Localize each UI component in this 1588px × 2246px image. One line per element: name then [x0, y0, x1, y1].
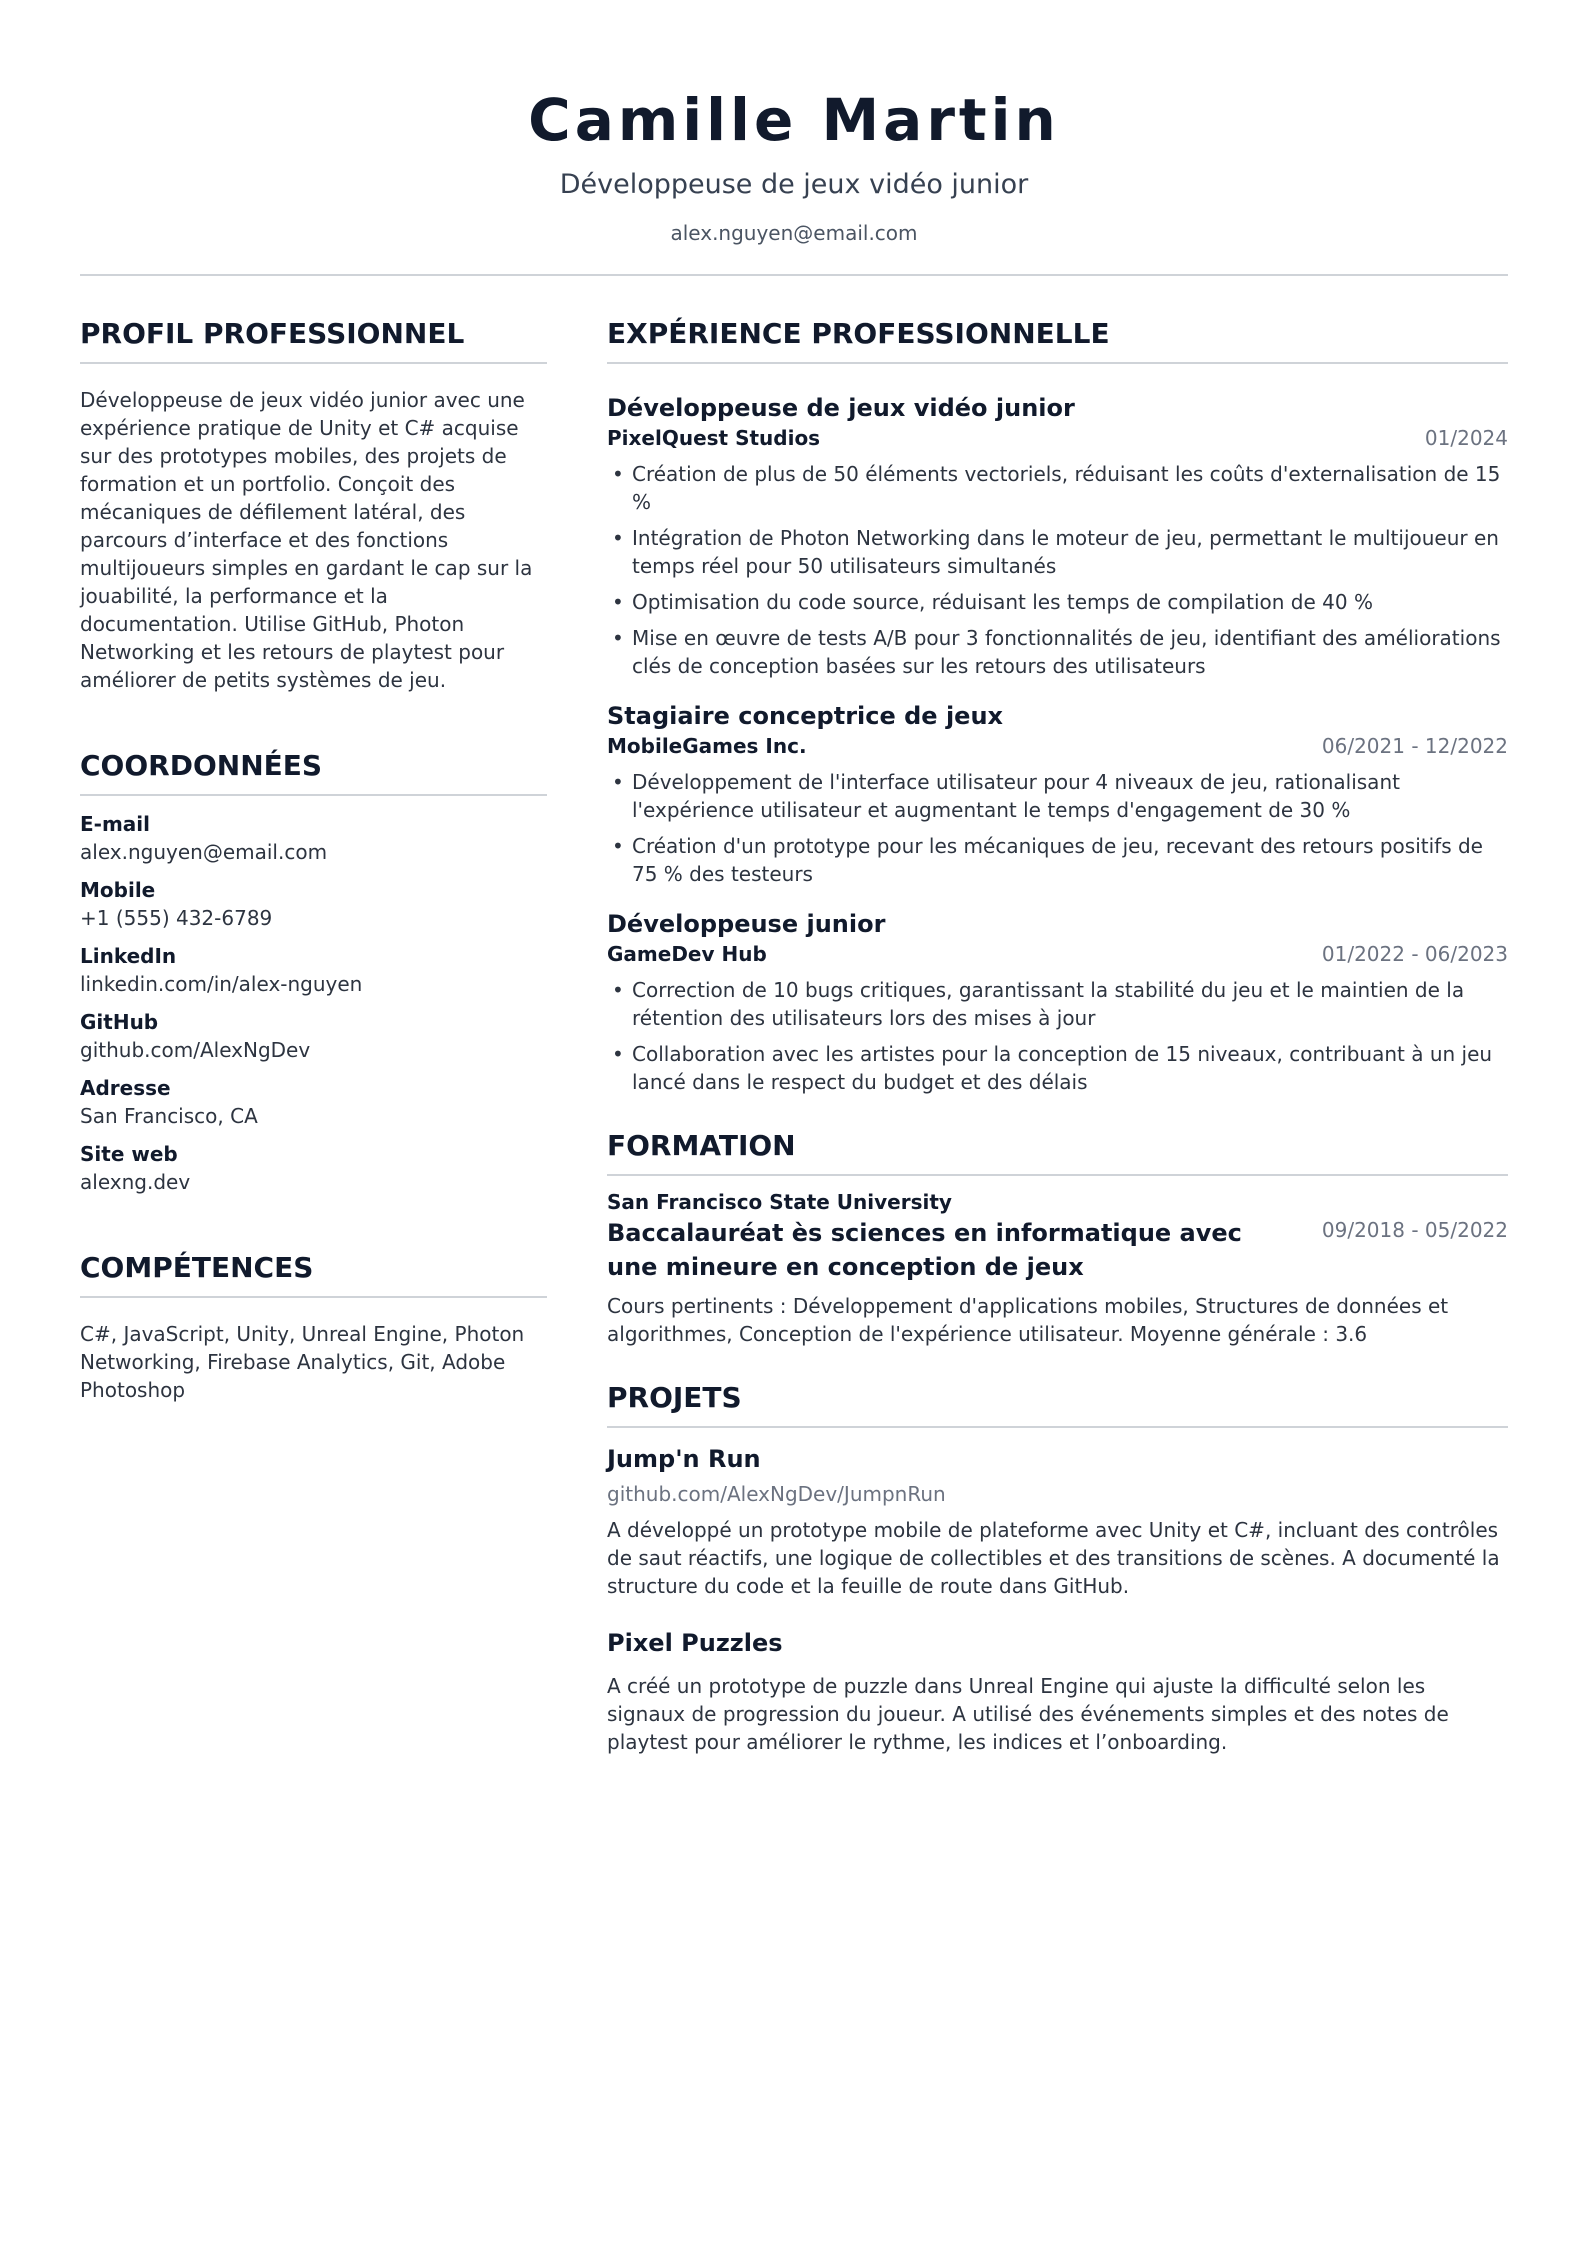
job-company: MobileGames Inc. [607, 734, 807, 758]
candidate-name: Camille Martin [528, 86, 1060, 154]
job-entry [607, 700, 1508, 888]
experience-section [607, 316, 1508, 1096]
education-heading: FORMATION [607, 1128, 1508, 1176]
job-date: 06/2021 - 12/2022 [1321, 734, 1508, 758]
project-description: A développé un prototype mobile de plateforme avec Unity et C#, incluant des contrôles de saut réactifs, une logique de collectibles et des transitions de scènes. A documenté la structure du code et la feuille de route dans GitHub. [607, 1518, 1500, 1598]
job-bullets [607, 976, 1508, 1096]
contact-label-address: Adresse [80, 1076, 171, 1100]
left-column [80, 316, 547, 1756]
job-bullet: • Correction de 10 bugs critiques, garantissant la stabilité du jeu et le maintien de la rétention des utilisateurs lors des mises à jour [607, 976, 1508, 1032]
candidate-title: Développeuse de jeux vidéo junior [559, 169, 1029, 200]
job-bullet: • Collaboration avec les artistes pour la conception de 15 niveaux, contribuant à un jeu lancé dans le respect du budget et des délais [607, 1040, 1508, 1096]
projects-section [607, 1380, 1508, 1756]
education-text: Cours pertinents : Développement d'applications mobiles, Structures de données et algorithmes, Conception de l'expérience utilisateur. Moyenne générale : 3.6 [607, 1294, 1449, 1346]
contact-value-email: alex.nguyen@email.com [80, 840, 328, 864]
job-entry [607, 392, 1508, 680]
contact-value-mobile: +1 (555) 432-6789 [80, 906, 273, 930]
job-bullet: • Optimisation du code source, réduisant les temps de compilation de 40 % [607, 588, 1508, 616]
job-meta [607, 940, 1508, 968]
header-email: alex.nguyen@email.com [670, 221, 918, 245]
contact-label-website: Site web [80, 1142, 178, 1166]
experience-heading: EXPÉRIENCE PROFESSIONNELLE [607, 316, 1508, 364]
job-date: 01/2024 [1424, 426, 1508, 450]
job-entry [607, 908, 1508, 1096]
contact-value-github: github.com/AlexNgDev [80, 1038, 311, 1062]
contact-value-linkedin: linkedin.com/in/alex-nguyen [80, 972, 363, 996]
header-divider [80, 274, 1508, 276]
job-bullets [607, 460, 1508, 680]
project-entry [607, 1626, 1508, 1756]
education-date: 09/2018 - 05/2022 [1321, 1218, 1508, 1242]
project-title: Jump'n Run [607, 1445, 761, 1473]
contact-section [80, 748, 547, 1196]
project-link[interactable]: github.com/AlexNgDev/JumpnRun [607, 1482, 946, 1506]
profile-heading: PROFIL PROFESSIONNEL [80, 316, 547, 364]
education-section [607, 1128, 1508, 1348]
project-entry [607, 1442, 1508, 1600]
contact-label-email: E-mail [80, 812, 151, 836]
profile-text: Développeuse de jeux vidéo junior avec une expérience pratique de Unity et C# acquise sur des prototypes mobiles, des projets de formation et un portfolio. Conçoit des mécaniques de défilement latéral, des parcours d’interface et des fonctions multijoueurs simples en gardant le cap sur la jouabilité, la performance et la documentation. Utilise GitHub, Photon Networking et les retours de playtest pour améliorer de petits systèmes de jeu. [80, 388, 533, 692]
job-title: Développeuse de jeux vidéo junior [607, 394, 1075, 422]
contact-label-linkedin: LinkedIn [80, 944, 177, 968]
job-bullet: • Mise en œuvre de tests A/B pour 3 fonctionnalités de jeu, identifiant des améliorations clés de conception basées sur les retours des utilisateurs [607, 624, 1508, 680]
job-company: GameDev Hub [607, 942, 767, 966]
contact-value-website: alexng.dev [80, 1170, 191, 1194]
job-title: Développeuse junior [607, 910, 886, 938]
job-meta [607, 732, 1508, 760]
school-name: San Francisco State University [607, 1190, 952, 1214]
skills-text: C#, JavaScript, Unity, Unreal Engine, Photon Networking, Firebase Analytics, Git, Adobe Photoshop [80, 1322, 525, 1402]
degree-title: Baccalauréat ès sciences en informatique avec une mineure en conception de jeux [607, 1219, 1242, 1281]
projects-heading: PROJETS [607, 1380, 1508, 1428]
job-bullets [607, 768, 1508, 888]
job-meta [607, 424, 1508, 452]
job-company: PixelQuest Studios [607, 426, 821, 450]
job-bullet: • Intégration de Photon Networking dans le moteur de jeu, permettant le multijoueur en temps réel pour 50 utilisateurs simultanés [607, 524, 1508, 580]
resume-header [80, 0, 1508, 246]
contact-label-github: GitHub [80, 1010, 159, 1034]
resume-columns [80, 316, 1508, 1756]
job-bullet: • Développement de l'interface utilisateur pour 4 niveaux de jeu, rationalisant l'expérience utilisateur et augmentant le temps d'engagement de 30 % [607, 768, 1508, 824]
project-description: A créé un prototype de puzzle dans Unreal Engine qui ajuste la difficulté selon les signaux de progression du joueur. A utilisé des événements simples et des notes de playtest pour améliorer le rythme, les indices et l’onboarding. [607, 1674, 1449, 1754]
skills-section [80, 1250, 547, 1404]
contact-label-mobile: Mobile [80, 878, 156, 902]
profile-section [80, 316, 547, 694]
job-bullet: • Création de plus de 50 éléments vectoriels, réduisant les coûts d'externalisation de 15 % [607, 460, 1508, 516]
project-title: Pixel Puzzles [607, 1629, 783, 1657]
degree-row [607, 1216, 1508, 1284]
job-bullet: • Création d'un prototype pour les mécaniques de jeu, recevant des retours positifs de 75 % des testeurs [607, 832, 1508, 888]
contact-heading: COORDONNÉES [80, 748, 547, 796]
skills-heading: COMPÉTENCES [80, 1250, 547, 1298]
job-date: 01/2022 - 06/2023 [1321, 942, 1508, 966]
right-column [607, 316, 1508, 1756]
contact-value-address: San Francisco, CA [80, 1104, 258, 1128]
job-title: Stagiaire conceptrice de jeux [607, 702, 1004, 730]
